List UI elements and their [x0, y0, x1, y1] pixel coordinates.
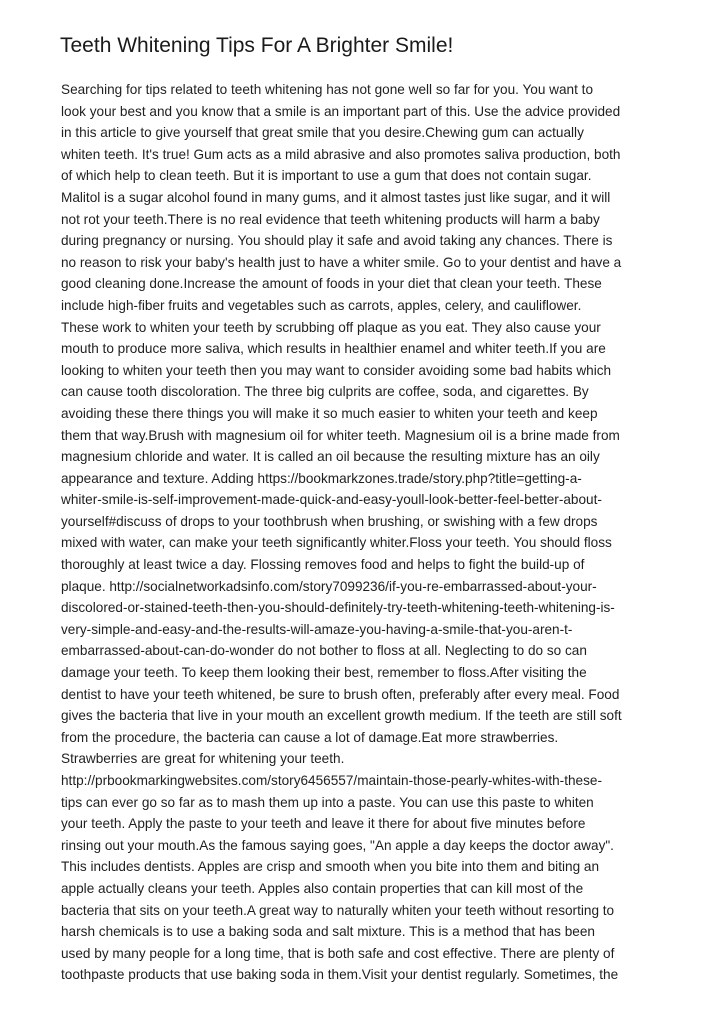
article-line: in this article to give yourself that great smile that you desire.Chewing gum can actually	[61, 125, 584, 141]
article-line: These work to whiten your teeth by scrubbing off plaque as you eat. They also cause your	[61, 319, 601, 335]
article-line: yourself#discuss of drops to your toothbrush when brushing, or swishing with a few drops	[61, 513, 598, 529]
article-line: gives the bacteria that live in your mouth an excellent growth medium. If the teeth are still soft	[61, 708, 622, 724]
article-line: bacteria that sits on your teeth.A great way to naturally whiten your teeth without resorting to	[61, 902, 615, 918]
article-line: include high-fiber fruits and vegetables such as carrots, apples, celery, and cauliflower.	[61, 297, 582, 313]
document-title: Teeth Whitening Tips For A Brighter Smile!	[60, 34, 454, 57]
article-line: avoiding these there things you will make it so much easier to whiten your teeth and keep	[61, 405, 598, 421]
article-line: plaque. http://socialnetworkadsinfo.com/story7099236/if-you-re-embarrassed-about-your-	[61, 578, 597, 594]
article-line: whiter-smile-is-self-improvement-made-quick-and-easy-youll-look-better-feel-better-about-	[61, 492, 602, 508]
article-line: harsh chemicals is to use a baking soda and salt mixture. This is a method that has been	[61, 924, 595, 940]
article-line: toothpaste products that use baking soda in them.Visit your dentist regularly. Sometimes, the	[61, 967, 619, 983]
article-line: embarrassed-about-can-do-wonder do not bother to floss at all. Neglecting to do so can	[61, 643, 587, 659]
article-line: good cleaning done.Increase the amount of foods in your diet that clean your teeth. These	[61, 276, 602, 292]
article-line: from the procedure, the bacteria can cause a lot of damage.Eat more strawberries.	[61, 729, 559, 745]
article-line: your teeth. Apply the paste to your teeth and leave it there for about five minutes before	[61, 816, 586, 832]
article-line: look your best and you know that a smile is an important part of this. Use the advice provided	[61, 103, 621, 119]
article-line: tips can ever go so far as to mash them up into a paste. You can use this paste to whiten	[61, 794, 594, 810]
article-line: apple actually cleans your teeth. Apples also contain properties that can kill most of the	[61, 880, 584, 896]
article-line: used by many people for a long time, that is both safe and cost effective. There are plenty of	[61, 945, 615, 961]
article-line: Searching for tips related to teeth whitening has not gone well so far for you. You want to	[61, 82, 594, 97]
article-line: rinsing out your mouth.As the famous saying goes, "An apple a day keeps the doctor away".	[61, 837, 614, 853]
article-line: mouth to produce more saliva, which results in healthier enamel and whiter teeth.If you are	[61, 341, 606, 357]
article-line: dentist to have your teeth whitened, be sure to brush often, preferably after every meal. Food	[61, 686, 620, 702]
article-line: magnesium chloride and water. It is called an oil because the resulting mixture has an oily	[61, 449, 600, 465]
article-body	[61, 79, 671, 986]
article-line: damage your teeth. To keep them looking their best, remember to floss.After visiting the	[61, 665, 587, 681]
article-line: This includes dentists. Apples are crisp and smooth when you bite into them and biting an	[61, 859, 600, 875]
article-line: of which help to clean teeth. But it is important to use a gum that does not contain sugar.	[61, 168, 592, 184]
article-line: mixed with water, can make your teeth significantly whiter.Floss your teeth. You should floss	[61, 535, 612, 551]
article-line: Strawberries are great for whitening your teeth.	[61, 751, 345, 767]
article-line: during pregnancy or nursing. You should play it safe and avoid taking any chances. There is	[61, 233, 613, 249]
article-line: can cause tooth discoloration. The three big culprits are coffee, soda, and cigarettes. By	[61, 384, 589, 400]
article-line: them that way.Brush with magnesium oil for whiter teeth. Magnesium oil is a brine made from	[61, 427, 620, 443]
article-line: no reason to risk your baby's health just to have a whiter smile. Go to your dentist and have a	[61, 254, 622, 270]
article-line: thoroughly at least twice a day. Flossing removes food and helps to fight the build-up of	[61, 557, 585, 573]
article-line: appearance and texture. Adding https://bookmarkzones.trade/story.php?title=getting-a-	[61, 470, 582, 486]
article-line: very-simple-and-easy-and-the-results-will-amaze-you-having-a-smile-that-you-aren-t-	[61, 621, 573, 637]
article-line: Malitol is a sugar alcohol found in many gums, and it almost tastes just like sugar, and it will	[61, 189, 611, 205]
article-line: not rot your teeth.There is no real evidence that teeth whitening products will harm a baby	[61, 211, 600, 227]
article-line: discolored-or-stained-teeth-then-you-should-definitely-try-teeth-whitening-teeth-whitening-is-	[61, 600, 615, 616]
article-line: whiten teeth. It's true! Gum acts as a mild abrasive and also promotes saliva production, both	[61, 146, 621, 162]
article-line: looking to whiten your teeth then you may want to consider avoiding some bad habits which	[61, 362, 612, 378]
article-line: http://prbookmarkingwebsites.com/story6456557/maintain-those-pearly-whites-with-these-	[61, 773, 602, 788]
